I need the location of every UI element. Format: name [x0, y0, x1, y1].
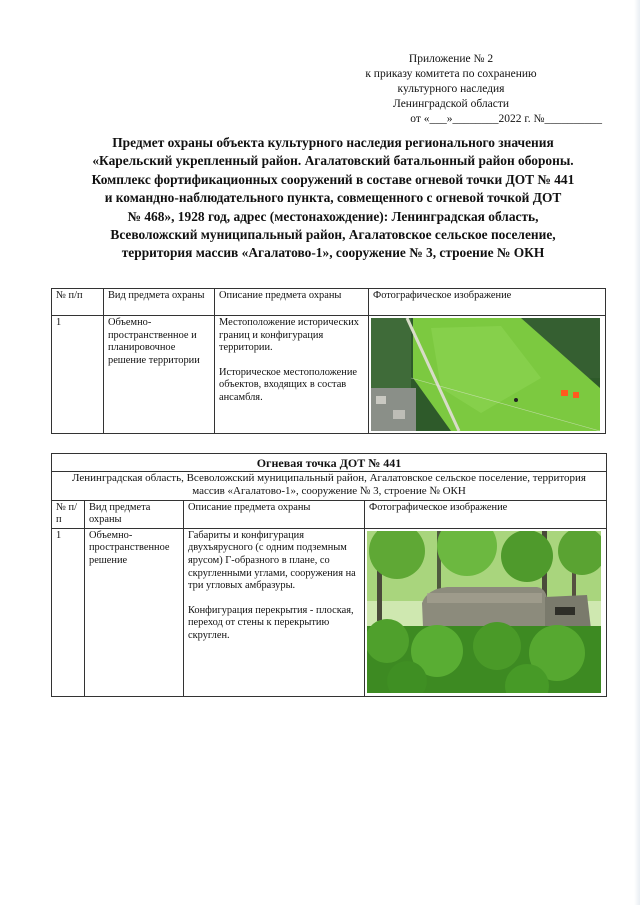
header-photo: Фотографическое изображение [365, 500, 607, 528]
dot-441-table [51, 453, 607, 697]
table-row [52, 316, 606, 434]
title-line: Предмет охраны объекта культурного наследия регионального значения [112, 135, 554, 150]
dot-address: Ленинградская область, Всеволожский муниципальный район, Агалатовское сельское поселение, территория массив «Агалатово-1», сооружение № 3, строение № ОКН [52, 471, 607, 500]
appendix-date-line: от «___»________2022 г. №__________ [410, 113, 602, 125]
header-photo: Фотографическое изображение [369, 289, 606, 316]
appendix-block [300, 52, 602, 127]
desc-paragraph: Габариты и конфигурация двухъярусного (с одним подземным ярусом) Г-образного в плане, со скругленными углами, сооружения на три угловых амбразуры. [188, 529, 356, 592]
title-line: Всеволожский муниципальный район, Агалатовское сельское поселение, [110, 227, 556, 243]
title-line: Комплекс фортификационных сооружений в составе огневой точки ДОТ № 441 [91, 171, 575, 187]
scan-edge [634, 0, 640, 905]
row-desc [184, 528, 365, 696]
row-num: 1 [52, 528, 85, 696]
appendix-order: к приказу комитета по сохранению [365, 68, 537, 80]
appendix-committee: культурного наследия [397, 83, 505, 95]
photo-cell [365, 528, 607, 696]
header-type: Вид предмета охраны [104, 289, 215, 316]
title-line: № 468», 1928 год, адрес (местонахождение): Ленинградская область, [127, 208, 539, 224]
row-desc [215, 316, 369, 434]
table-row [52, 528, 607, 696]
header-desc: Описание предмета охраны [215, 289, 369, 316]
document-title [50, 134, 616, 263]
dot-heading-row [52, 454, 607, 472]
appendix-number: Приложение № 2 [408, 53, 494, 65]
desc-paragraph: Конфигурация перекрытия - плоская, переход от стены к перекрытию скруглен. [188, 604, 354, 641]
table-header-row [52, 500, 607, 528]
appendix-region: Ленинградской области [392, 98, 510, 110]
header-type: Вид предмета охраны [85, 500, 184, 528]
title-line: и командно-наблюдательного пункта, совмещенного с огневой точкой ДОТ [104, 190, 562, 206]
table-header-row [52, 289, 606, 316]
dot-heading: Огневая точка ДОТ № 441 [52, 454, 607, 472]
header-num: № п/п [52, 500, 85, 528]
header-desc: Описание предмета охраны [184, 500, 365, 528]
title-line: «Карельский укрепленный район. Агалатовский батальонный район обороны. [92, 153, 574, 169]
header-num: № п/п [52, 289, 104, 316]
photo-cell [369, 316, 606, 434]
territory-table [51, 288, 606, 434]
row-num: 1 [52, 316, 104, 434]
title-line: территория массив «Агалатово-1», сооружение № 3, строение № ОКН [121, 245, 545, 261]
row-type: Объемно-пространственное и планировочное решение территории [104, 316, 215, 434]
desc-paragraph: Местоположение исторических границ и конфигурация территории. [219, 317, 359, 354]
row-type: Объемно-пространственное решение [85, 528, 184, 696]
bunker-photo-image [367, 531, 601, 693]
dot-address-row [52, 471, 607, 500]
desc-paragraph: Историческое местоположение объектов, входящих в состав ансамбля. [219, 366, 358, 403]
territory-map-image [371, 318, 600, 431]
